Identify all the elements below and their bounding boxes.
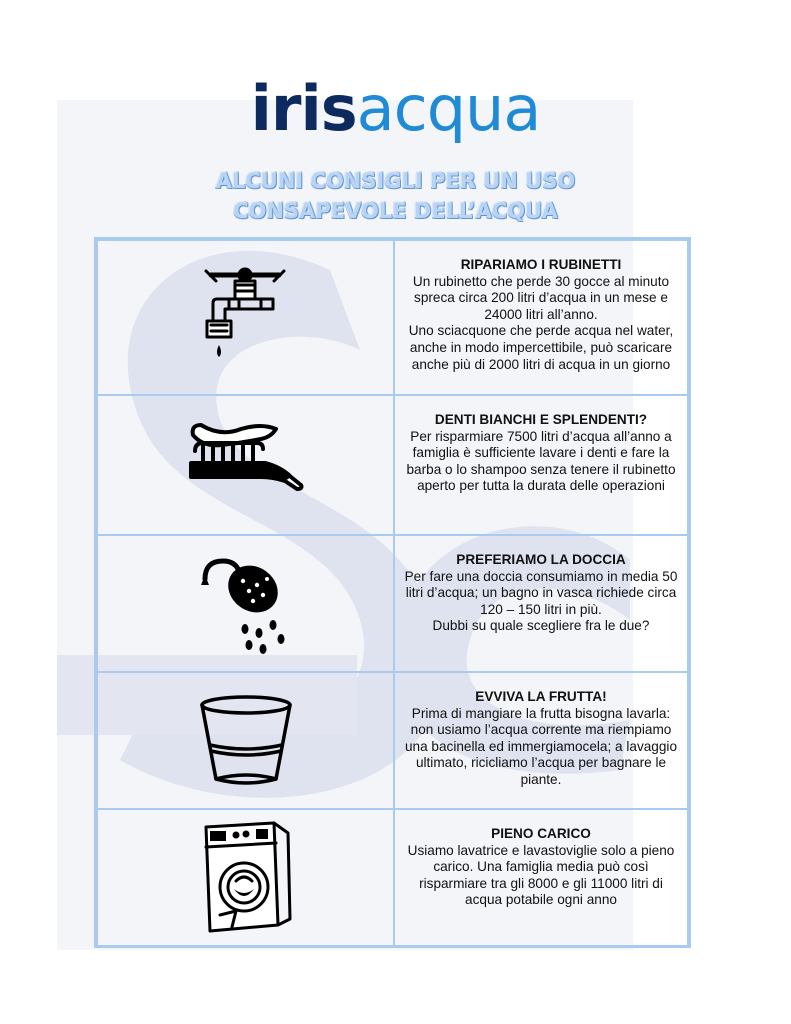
tip-icon-cell — [97, 535, 394, 672]
tip-line: Per fare una doccia consumiamo in media 50 — [404, 568, 678, 584]
tip-text-cell — [394, 395, 688, 535]
tip-line: Un rubinetto che perde 30 gocce al minuto — [412, 273, 670, 289]
tip-line: non usiamo l’acqua corrente ma riempiamo — [410, 722, 672, 738]
tip-title: PREFERIAMO LA DOCCIA — [456, 552, 626, 567]
tip-line: carico. Una famiglia media può così — [433, 859, 649, 875]
tip-line: Dubbi su quale scegliere fra le due? — [432, 618, 650, 634]
tip-line: 120 – 150 litri in più. — [480, 601, 602, 617]
shower-icon — [191, 549, 301, 659]
tip-icon-cell — [97, 240, 394, 395]
washing-machine-icon — [196, 819, 296, 939]
tip-title: PIENO CARICO — [491, 826, 591, 841]
headline-line-2: CONSAPEVOLE DELL’ACQUA — [233, 199, 558, 223]
tip-text-cell — [394, 672, 688, 809]
tip-icon-cell — [97, 809, 394, 948]
tip-line: Per risparmiare 7500 litri d’acqua all’anno a — [410, 428, 672, 444]
tip-line: anche più di 2000 litri di acqua in un giorno — [411, 356, 671, 372]
logo-part-iris: iris — [250, 72, 357, 145]
tip-title: DENTI BIANCHI E SPLENDENTI? — [434, 412, 648, 427]
tip-line: famiglia è sufficiente lavare i denti e fare la — [412, 445, 670, 461]
tip-text-cell — [394, 809, 688, 948]
tips-table — [94, 237, 691, 948]
tip-text-cell — [394, 535, 688, 672]
logo-part-acqua: acqua — [356, 72, 541, 145]
tip-icon-cell — [97, 395, 394, 535]
tip-line: piante. — [520, 771, 562, 787]
tip-line: aperto per tutta la durata delle operazioni — [417, 478, 665, 494]
tip-line: Prima di mangiare la frutta bisogna lavarla: — [411, 705, 671, 721]
tip-line: Uno sciacquone che perde acqua nel water, — [408, 323, 674, 339]
tip-line: risparmiare tra gli 8000 e gli 11000 litri di — [419, 875, 663, 891]
tip-line: anche in modo impercettibile, può scaricare — [409, 339, 673, 355]
tip-title: RIPARIAMO I RUBINETTI — [460, 257, 622, 272]
toothbrush-icon — [181, 415, 311, 515]
tip-line: acqua potabile ogni anno — [465, 892, 617, 908]
tip-text-cell — [394, 240, 688, 395]
tip-line: una bacinella ed immergiamocela; a lavaggio — [404, 738, 678, 754]
tip-line: litri d’acqua; un bagno in vasca richiede circa — [405, 585, 677, 601]
irisacqua-logo — [0, 72, 791, 145]
page-headline — [0, 166, 791, 226]
tip-line: spreca circa 200 litri d’acqua in un mese e — [414, 290, 668, 306]
tip-line: barba o lo shampoo senza tenere il rubinetto — [406, 461, 676, 477]
headline-line-1: ALCUNI CONSIGLI PER UN USO — [215, 169, 576, 193]
water-glass-icon — [196, 691, 296, 791]
tip-title: EVVIVA LA FRUTTA! — [475, 689, 607, 704]
tip-icon-cell — [97, 672, 394, 809]
faucet-icon — [191, 263, 301, 373]
tip-line: ultimato, ricicliamo l’acqua per bagnare le — [415, 755, 667, 771]
tip-line: Usiamo lavatrice e lavastoviglie solo a pieno — [407, 842, 675, 858]
tip-line: 24000 litri all’anno. — [484, 306, 598, 322]
